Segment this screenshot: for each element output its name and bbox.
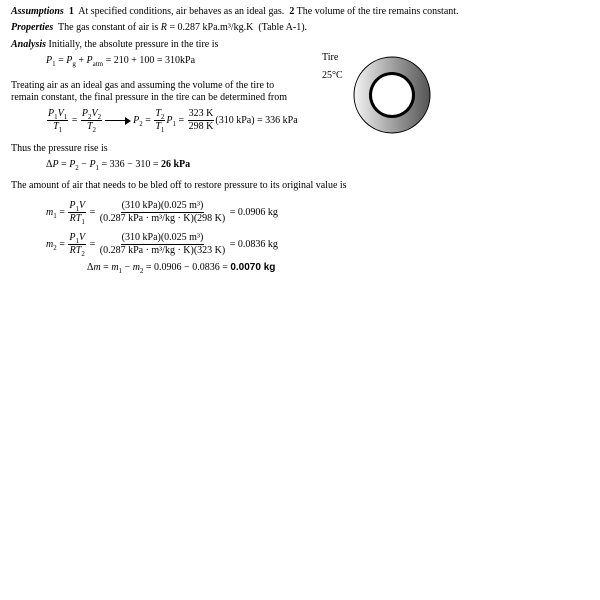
assumption-number-2: 2 <box>289 6 295 17</box>
pressure-rise-text: Thus the pressure rise is <box>11 143 108 154</box>
analysis-heading: Analysis <box>11 39 47 50</box>
assumption-1-text: At specified conditions, air behaves as an ideal gas. <box>78 6 285 17</box>
final-pressure-equation: $\frac{P_1V_1}{T_1}$ = $\frac{P_2V_2}{T_2}$ $P_2$ = $\frac{T_2}{T_1}$ $P_1$ = $\frac{323 K}{298 K}$ (310 kPa) = 336 kPa <box>48 108 298 134</box>
tire-label: Tire <box>322 52 339 63</box>
assumption-2-text: The volume of the tire remains constant. <box>296 6 459 17</box>
initial-mass-result: = 0.0906 kg <box>229 206 278 218</box>
table-reference: (Table A-1). <box>258 22 308 33</box>
tire-figure <box>352 55 432 135</box>
final-pressure-result: (310 kPa) = 336 kPa <box>215 114 298 126</box>
initial-mass-denominator: (0.287 kPa · m³/kg · K)(298 K) <box>99 213 226 224</box>
bleed-air-text: The amount of air that needs to be bled off to restore pressure to its original value is <box>11 180 347 191</box>
initial-pressure-equation: $P_1 = P_g + P_{atm} = 210 + 100 = 310kPa$ <box>46 55 196 68</box>
right-arrow-icon <box>105 117 131 125</box>
properties-heading: Properties <box>11 22 54 33</box>
pressure-rise-equation: $\Delta P = P_2 - P_1 = 336 - 310 = 26$ kPa <box>46 159 191 172</box>
mass-difference-answer: 0.0070 kg <box>230 262 276 273</box>
final-mass-equation: $m_2$ = $\frac{P_1V}{RT_2}$ = $\frac{\text{(310 kPa)(0.025 m³)}}{\text{(0.287 kPa · m³/kg · K)(323 K)}}$ = 0.0836 kg <box>46 232 278 258</box>
properties-line <box>11 22 307 34</box>
tire-temperature-label: 25°C <box>322 70 343 81</box>
analysis-line <box>11 39 218 51</box>
assumptions-line <box>11 6 459 18</box>
initial-mass-numerator: (310 kPa)(0.025 m³) <box>121 200 204 211</box>
properties-text: The gas constant of air is <box>58 22 159 33</box>
gas-constant-symbol: R <box>160 22 167 33</box>
initial-mass-equation: $m_1$ = $\frac{P_1V}{RT_1}$ = $\frac{\text{(310 kPa)(0.025 m³)}}{\text{(0.287 kPa · m³/kg · K)(298 K)}}$ = 0.0906 kg <box>46 200 278 226</box>
final-mass-denominator: (0.287 kPa · m³/kg · K)(323 K) <box>99 245 226 256</box>
ideal-gas-paragraph-line2: remain constant, the final pressure in the tire can be determined from <box>11 92 288 103</box>
tire-hole <box>372 75 412 115</box>
analysis-text: Initially, the absolute pressure in the tire is <box>48 39 219 50</box>
temperature-ratio-numerator: 323 K <box>188 108 214 119</box>
initial-pressure-result: = 210 + 100 = 310kPa <box>105 55 196 66</box>
assumptions-heading: Assumptions <box>11 6 64 17</box>
final-mass-result: = 0.0836 kg <box>229 238 278 250</box>
temperature-ratio-denominator: 298 K <box>188 121 214 132</box>
mass-difference-body: = 0.0906 − 0.0836 = <box>145 262 228 273</box>
pressure-rise-body: = 336 − 310 = <box>101 159 159 170</box>
pressure-rise-answer: 26 kPa <box>160 159 191 170</box>
ideal-gas-paragraph-line1: Treating air as an ideal gas and assuming the volume of the tire to <box>11 80 275 91</box>
mass-difference-equation: $\Delta m = m_1 - m_2 = 0.0906 - 0.0836 = 0.0070$ kg <box>87 262 276 275</box>
final-mass-numerator: (310 kPa)(0.025 m³) <box>121 232 204 243</box>
gas-constant-value: = 0.287 kPa.m³/kg.K <box>169 22 254 33</box>
assumption-number-1: 1 <box>68 6 74 17</box>
